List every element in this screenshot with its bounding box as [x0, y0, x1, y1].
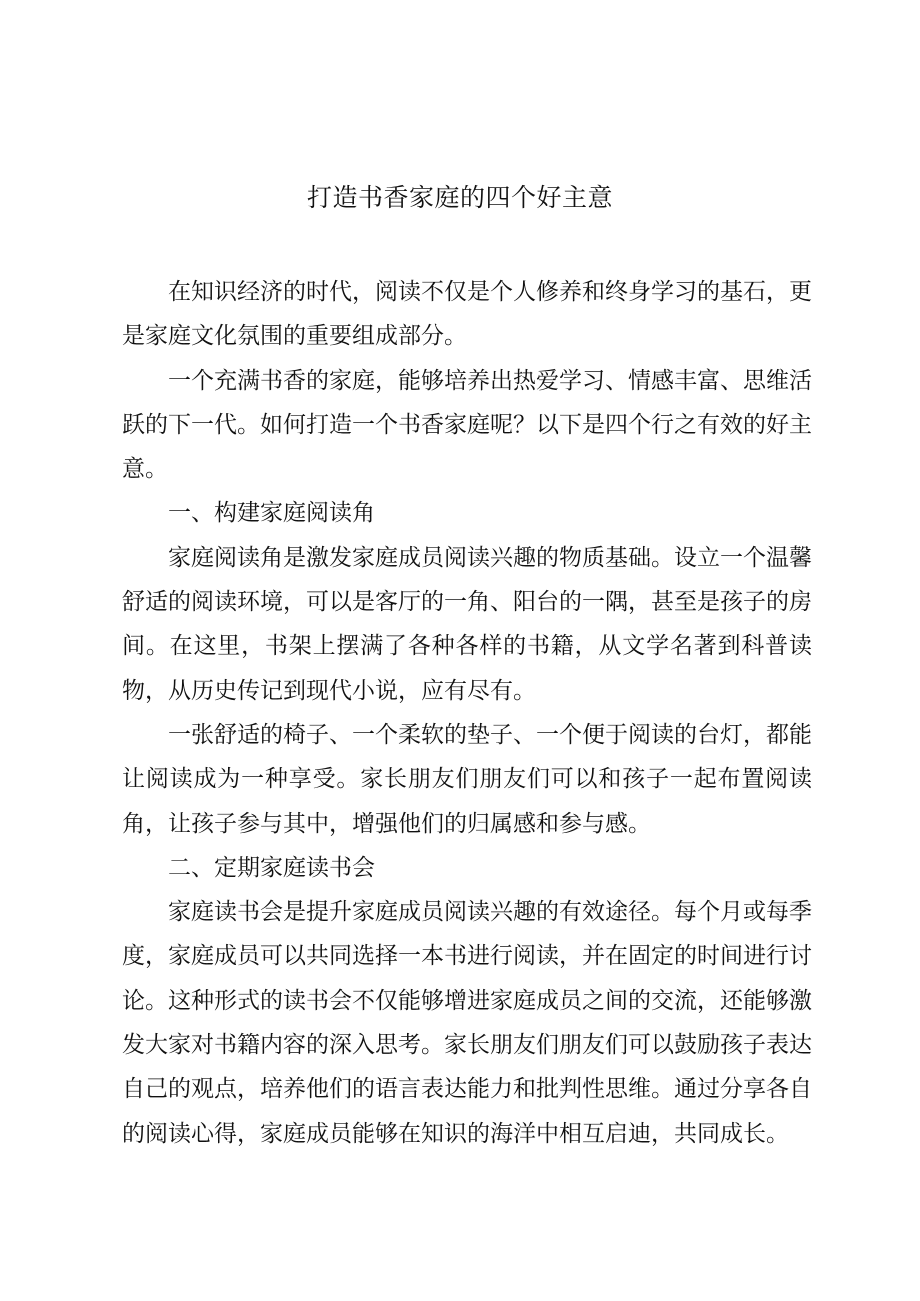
- document-body: [122, 270, 812, 1156]
- section-heading-2: 二、定期家庭读书会: [168, 854, 375, 881]
- section-heading-1: 一、构建家庭阅读角: [168, 500, 375, 527]
- intro-paragraph: 在知识经济的时代，阅读不仅是个人修养和终身学习的基石，更是家庭文化氛围的重要组成部分。: [122, 279, 812, 350]
- intro-paragraph-2: 一个充满书香的家庭，能够培养出热爱学习、情感丰富、思维活跃的下一代。如何打造一个书香家庭呢？以下是四个行之有效的好主意。: [122, 367, 812, 483]
- section-1-paragraph-1: 家庭阅读角是激发家庭成员阅读兴趣的物质基础。设立一个温馨舒适的阅读环境，可以是客厅的一角、阳台的一隅，甚至是孩子的房间。在这里，书架上摆满了各种各样的书籍，从文学名著到科普读物，从历史传记到现代小说，应有尽有。: [122, 544, 812, 704]
- document-title: 打造书香家庭的四个好主意: [306, 183, 613, 212]
- section-2-paragraph-1: 家庭读书会是提升家庭成员阅读兴趣的有效途径。每个月或每季度，家庭成员可以共同选择一本书进行阅读，并在固定的时间进行讨论。这种形式的读书会不仅能够增进家庭成员之间的交流，还能够激发大家对书籍内容的深入思考。家长朋友们朋友们可以鼓励孩子表达自己的观点，培养他们的语言表达能力和批判性思维。通过分享各自的阅读心得，家庭成员能够在知识的海洋中相互启迪，共同成长。: [122, 899, 812, 1147]
- section-1-paragraph-2: 一张舒适的椅子、一个柔软的垫子、一个便于阅读的台灯，都能让阅读成为一种享受。家长朋友们朋友们可以和孩子一起布置阅读角，让孩子参与其中，增强他们的归属感和参与感。: [122, 721, 812, 837]
